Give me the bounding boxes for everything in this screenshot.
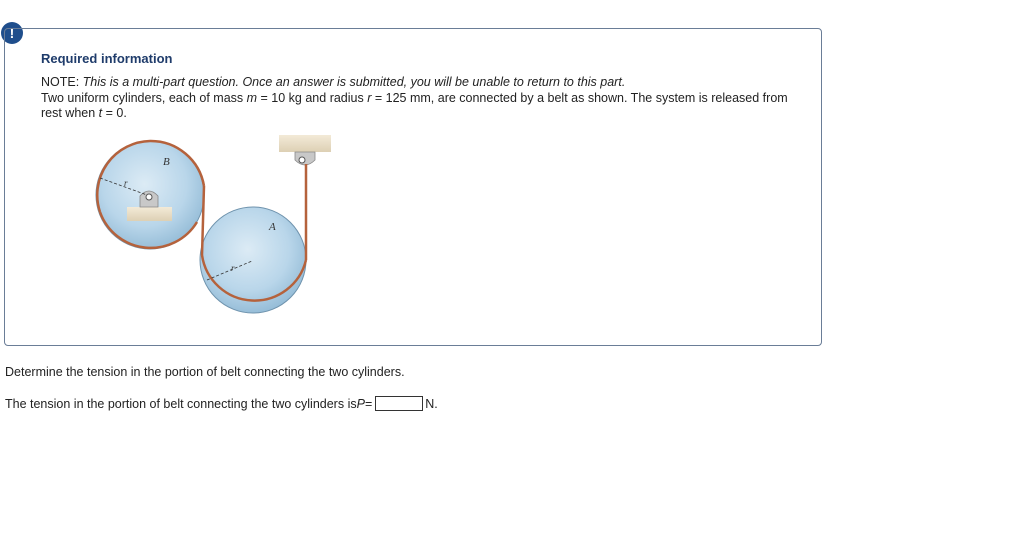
label-a: A (269, 221, 276, 233)
ceiling-pin (299, 157, 305, 163)
panel-title: Required information (41, 51, 173, 66)
problem-text-2: = 10 kg and radius (257, 90, 368, 105)
var-m: m (246, 90, 258, 105)
label-b: B (163, 156, 170, 168)
label-r-a: r (231, 263, 235, 273)
problem-text-1: Two uniform cylinders, each of mass (41, 90, 247, 105)
b-support-base (127, 207, 172, 221)
ceiling-support (279, 135, 331, 152)
b-pin (146, 194, 152, 200)
note-line (41, 75, 801, 91)
exclamation-icon: ! (9, 25, 15, 41)
tension-answer-input[interactable] (375, 396, 423, 411)
answer-eq: = (364, 396, 373, 411)
var-t: t (98, 106, 103, 120)
note-text: This is a multi-part question. Once an answer is submitted, you will be unable to return to this part. (82, 75, 626, 89)
answer-unit: N. (425, 396, 438, 411)
cylinders-belt-figure (90, 130, 340, 320)
answer-line (5, 396, 438, 411)
answer-prefix: The tension in the portion of belt connecting the two cylinders is (5, 396, 357, 411)
problem-statement (41, 75, 801, 122)
label-r-b: r (124, 178, 128, 188)
problem-text-4: = 0. (102, 106, 127, 120)
note-label: NOTE: (41, 75, 83, 89)
var-r: r (367, 90, 372, 105)
problem-text (41, 91, 801, 122)
question-prompt: Determine the tension in the portion of belt connecting the two cylinders. (5, 365, 405, 379)
cylinder-a (200, 207, 306, 313)
answer-var: P (356, 396, 365, 411)
figure-svg (90, 130, 340, 320)
problem-text-3: = 125 mm, are connected by a belt as shown. The system is released from rest when (41, 90, 788, 120)
